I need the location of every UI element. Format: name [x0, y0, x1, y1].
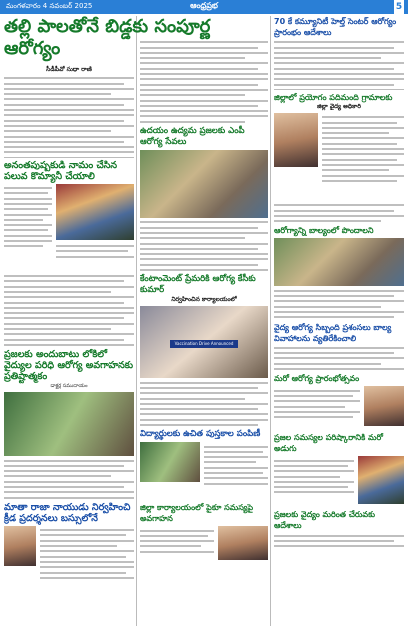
- right-story-7-headline: ప్రజలకు వైద్యం మరింత చేరువకు ఆదేశాలు: [274, 510, 376, 531]
- right-story-3-body: [274, 290, 404, 318]
- mid-story-2-photo: [140, 306, 268, 378]
- right-story-2-portrait: [274, 113, 318, 167]
- story-4-portrait: [4, 526, 36, 566]
- story-2-body-more: [4, 275, 134, 346]
- story-3-caption: డాక్టర్ల సముదాయం: [50, 383, 88, 390]
- mid-story-4-photo: [218, 526, 268, 560]
- banner-in-photo: Vaccination Drive Announced: [170, 340, 238, 348]
- right-story-2-body-more: [274, 204, 404, 222]
- right-story-5-body: [274, 386, 360, 421]
- page-header: [0, 0, 408, 14]
- right-column: [274, 16, 404, 551]
- right-story-4-body: [274, 347, 404, 370]
- story-3-photo: [4, 392, 134, 456]
- mid-story-3-headline: విద్యార్థులకు ఉచిత పుస్తకాల పంపిణీ: [140, 429, 261, 440]
- right-story-6-photo: [358, 456, 404, 504]
- story-3-headline: ప్రజలకు అందుబాటు లోకిలో వైద్యుల పరిధి ఆరోగ్య అవగాహనకు ప్రతిష్టాత్మకం: [4, 349, 134, 383]
- story-3-body: [4, 460, 134, 499]
- story-2-body: [4, 184, 52, 251]
- right-story-3-headline: ఆరోగ్యాన్ని బాల్యంలో పొందాలని: [274, 226, 374, 236]
- right-story-6-body: [274, 456, 354, 496]
- right-story-5-portrait: [364, 386, 404, 426]
- mid-story-1-photo: [140, 150, 268, 218]
- lead-headline: తల్లి పాలతోనే బిడ్డకు సంపూర్ణ ఆరోగ్యం: [4, 16, 211, 59]
- section-divider: [274, 89, 404, 90]
- mid-story-1-body: [140, 221, 268, 271]
- issue-date: మంగళవారం 4 నవంబర్ 2025: [6, 2, 93, 10]
- right-story-5-headline: మరో ఆరోగ్య ప్రారంభోత్సవం: [274, 374, 360, 384]
- story-2-photo: [56, 184, 134, 240]
- masthead: ఆంధ్రప్రభ: [190, 1, 218, 10]
- story-2-headline: అనంతపుష్పకుడి నామం చేసిన పలువ కొమ్యానీ చేయాలి: [4, 159, 118, 182]
- mid-story-3-photo: [140, 442, 200, 482]
- mid-story-2-body: [140, 382, 268, 426]
- right-story-2-body: [322, 113, 404, 185]
- right-story-2-headline: జిల్లాలో ప్రయోగం పదిమంది గ్రామాలకు: [274, 92, 393, 102]
- right-story-6-headline: ప్రజల సమస్యల పరిష్కారానికి మరో అడుగు: [274, 433, 383, 454]
- middle-column: [140, 38, 268, 566]
- right-story-1-headline: 70 కే కమ్యూనిటీ హెల్త్ సెంటర్ ఆరోగ్యం ప్రారంభం ఆదేశాలు: [274, 17, 397, 37]
- lead-article-body: [4, 77, 134, 153]
- lead-byline: సీడీపీవో సుధా రాణి: [46, 66, 92, 73]
- column-divider: [136, 16, 137, 626]
- story-4-body: [40, 526, 134, 582]
- story-2-body-cont: [56, 242, 134, 261]
- page-number: 5: [395, 2, 403, 12]
- mid-story-2-headline: కేంటాంమెంట్ ప్రేమరికి ఆరోగ్య కేసీకు కుమార్: [140, 274, 256, 296]
- mid-story-2-sub: నిర్వహించిన కార్యాలయంలో: [171, 296, 237, 304]
- mid-story-3-body: [204, 442, 268, 488]
- story-4-headline: మాతా రాజా నాయుడు నిర్వహించి క్రీడ ప్రదర్శనలు బస్సులోనే: [4, 501, 131, 524]
- right-story-3-photo: [274, 238, 404, 286]
- lead-article-body-cont: [140, 41, 268, 122]
- right-story-2-sub: జిల్లా వైద్య అధికారి: [317, 102, 361, 110]
- right-story-4-headline: వైద్య ఆరోగ్య సిబ్బంది ప్రశంసలు బాల్య వివాహాలను వ్యతిరేకించాలి: [274, 322, 392, 343]
- column-divider: [270, 16, 271, 626]
- mid-story-1-headline: ఉదయం ఉద్యమ ప్రజలకు ఎంపీ ఆరోగ్య సేవలు: [140, 126, 245, 148]
- right-story-7-body: [274, 535, 404, 548]
- mid-story-4-headline: జిల్లా కార్యాలయంలో పైకూ సమస్యపై అవగాహన: [140, 503, 254, 524]
- right-story-1-body: [274, 41, 404, 85]
- section-divider: [4, 157, 134, 158]
- mid-story-4-body: [140, 526, 214, 556]
